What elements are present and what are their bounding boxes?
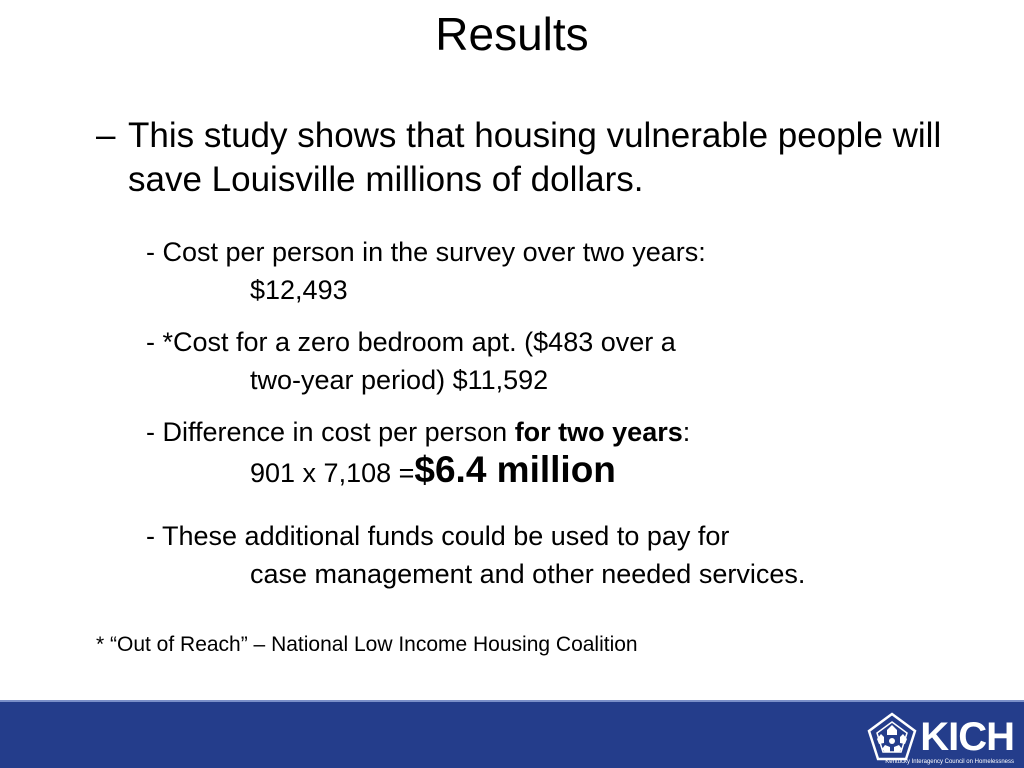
sub-bullet-apartment-cost xyxy=(146,323,1006,399)
sub-bullet-line: - These additional funds could be used to pay for xyxy=(146,521,730,551)
sub-bullet-continuation: case management and other needed services. xyxy=(250,559,806,589)
footer-bar xyxy=(0,700,1024,768)
pentagon-houses-icon xyxy=(866,711,918,763)
sub-bullet-line: - *Cost for a zero bedroom apt. ($483 over a xyxy=(146,327,676,357)
slide-title: Results xyxy=(435,8,589,60)
sub-bullet-continuation xyxy=(146,451,1006,492)
sub-bullet-bold-phrase: for two years xyxy=(514,417,683,447)
main-bullet xyxy=(96,114,956,202)
calculation-text: 901 x 7,108 = xyxy=(250,458,415,488)
bullet-dash: – xyxy=(96,116,116,155)
sub-bullet-continuation: two-year period) $11,592 xyxy=(250,365,549,395)
sub-bullet-additional-funds xyxy=(146,517,1006,593)
kich-logo xyxy=(866,708,1014,766)
sub-bullet-difference xyxy=(146,413,1006,492)
savings-amount: $6.4 million xyxy=(414,449,616,490)
logo-tagline: Kentucky Interagency Council on Homelessness xyxy=(885,759,1014,765)
sub-bullet-line: - Cost per person in the survey over two years: xyxy=(146,237,706,267)
logo-wordmark: KICH xyxy=(920,715,1014,759)
sub-bullet-continuation: $12,493 xyxy=(250,275,348,305)
sub-bullet-line-suffix: : xyxy=(682,417,691,447)
footnote: * “Out of Reach” – National Low Income Housing Coalition xyxy=(96,633,638,656)
main-bullet-text: This study shows that housing vulnerable people will save Louisville millions of dollars. xyxy=(128,116,942,199)
sub-bullet-cost-per-person xyxy=(146,233,1006,309)
sub-bullet-line-prefix: - Difference in cost per person xyxy=(146,417,515,447)
